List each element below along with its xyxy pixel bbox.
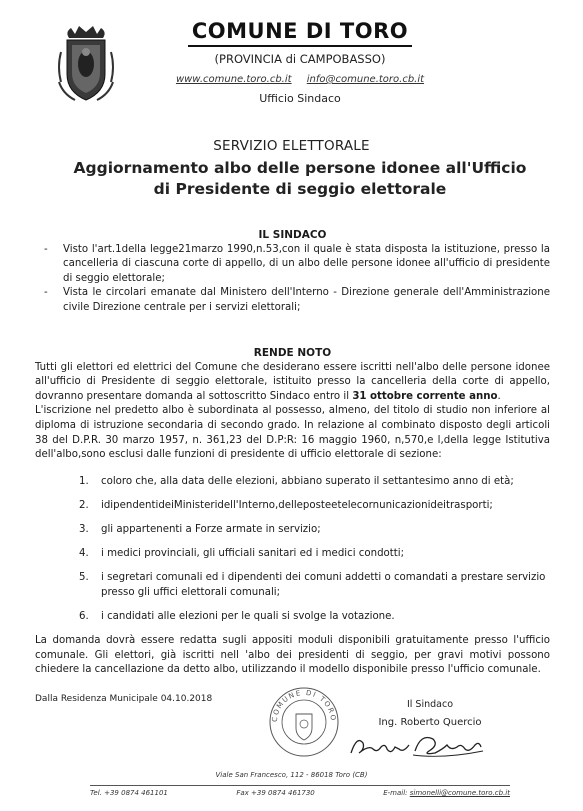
date-line: Dalla Residenza Municipale 04.10.2018 — [35, 694, 213, 704]
list-item: 2. idipendentideiMinisteridell'Interno,delleposteetelecornunicazionideitrasporti; — [79, 499, 493, 511]
signature-block — [360, 699, 500, 728]
visto-item: - Vista le circolari emanate dal Ministero dell'Interno - Direzione generale dell'Amministrazione civile Direzione centrale per i servizi elettorali; — [35, 286, 550, 315]
il-sindaco-section — [35, 228, 550, 316]
paragraph-requisiti: L'iscrizione nel predetto albo è subordinata al possesso, almeno, del titolo di studio non inferiore al diploma di istruzione secondaria di secondo grado. In relazione al combinato disposto degli articoli 38 del D.P.R. 30 marzo 1957, n. 361,23 del D.P:R: 16 maggio 1960, n,570,e l,della legge Istitutiva dell'albo,sono esclusi dalle funzioni di presidente di ufficio elettorale di sezione: — [35, 405, 550, 461]
handwritten-signature-icon — [343, 729, 488, 761]
website-link[interactable]: www.comune.toro.cb.it — [175, 74, 292, 85]
document-title-line-2: di Presidente di seggio elettorale — [153, 180, 447, 198]
deadline-text: 31 ottobre corrente anno — [352, 390, 498, 402]
section-title: SERVIZIO ELETTORALE — [213, 138, 370, 154]
svg-text:COMUNE DI TORO: COMUNE DI TORO — [270, 688, 338, 723]
footer-email: E-mail: simonelli@comune.toro.cb.it — [383, 789, 510, 797]
contact-links — [150, 74, 450, 85]
sign-role: Il Sindaco — [406, 699, 454, 710]
rende-noto-heading: RENDE NOTO — [253, 347, 332, 359]
paragraph-modulo: La domanda dovrà essere redatta sugli appositi moduli disponibili gratuitamente presso l'ufficio comunale. Gli elettori, già iscritti nell 'albo dei presidenti di seggio, per gravi motivi possono chiedere la cancellazione da detto albo, utilizzando il modello disponibile presso l'ufficio comunale. — [35, 634, 550, 676]
comune-title: COMUNE DI TORO — [188, 18, 412, 47]
letterhead — [150, 18, 450, 105]
email-link[interactable]: info@comune.toro.cb.it — [306, 74, 425, 85]
footer-contacts — [90, 785, 510, 797]
il-sindaco-heading: IL SINDACO — [258, 229, 327, 241]
municipal-stamp-icon — [268, 686, 340, 758]
footer-address: Viale San Francesco, 112 - 86018 Toro (CB) — [215, 771, 368, 779]
sign-name: Ing. Roberto Quercio — [378, 717, 482, 728]
paragraph-domanda: Tutti gli elettori ed elettrici del Comune che desiderano essere iscritti nell'albo delle persone idonee all'ufficio di Presidente di seggio elettorale, istituito presso la cancelleria della corte di appello, dovranno presentare domanda al sottoscritto Sindaco entro il 31 ottobre corrente anno. — [35, 361, 550, 402]
ufficio-label: Ufficio Sindaco — [259, 92, 341, 105]
exclusions-list — [35, 475, 550, 625]
provincia-label: (PROVINCIA di CAMPOBASSO) — [214, 52, 386, 66]
footer-tel: Tel. +39 0874 461101 — [90, 789, 168, 797]
visto-item: - Visto l'art.1della legge21marzo 1990,n.53,con il quale è stata disposta la istituzione, presso la cancelleria di ciascuna corte di appello, di un albo delle persone idonee all'ufficio di presidente di seggio elettorale; — [35, 243, 550, 287]
list-item: 4. i medici provinciali, gli ufficiali sanitari ed i medici condotti; — [79, 548, 405, 560]
document-title — [60, 158, 540, 200]
list-item: 1. coloro che, alla data delle elezioni, abbiano superato il settantesimo anno di età; — [79, 475, 514, 487]
rende-noto-section — [35, 346, 550, 678]
list-item: 6. i candidati alle elezioni per le quali si svolge la votazione. — [79, 610, 395, 622]
list-item: 5. i segretari comunali ed i dipendenti dei comuni addetti o comandati a prestare servizio presso gli uffici elettorali comunali; — [79, 572, 546, 598]
document-title-line-1: Aggiornamento albo delle persone idonee all'Ufficio — [73, 159, 527, 177]
list-item: 3. gli appartenenti a Forze armate in servizio; — [79, 523, 321, 535]
footer-fax: Fax +39 0874 461730 — [236, 789, 315, 797]
visto-list — [35, 243, 550, 316]
coat-of-arms-icon — [55, 22, 117, 104]
footer-email-link[interactable]: simonelli@comune.toro.cb.it — [409, 789, 510, 797]
